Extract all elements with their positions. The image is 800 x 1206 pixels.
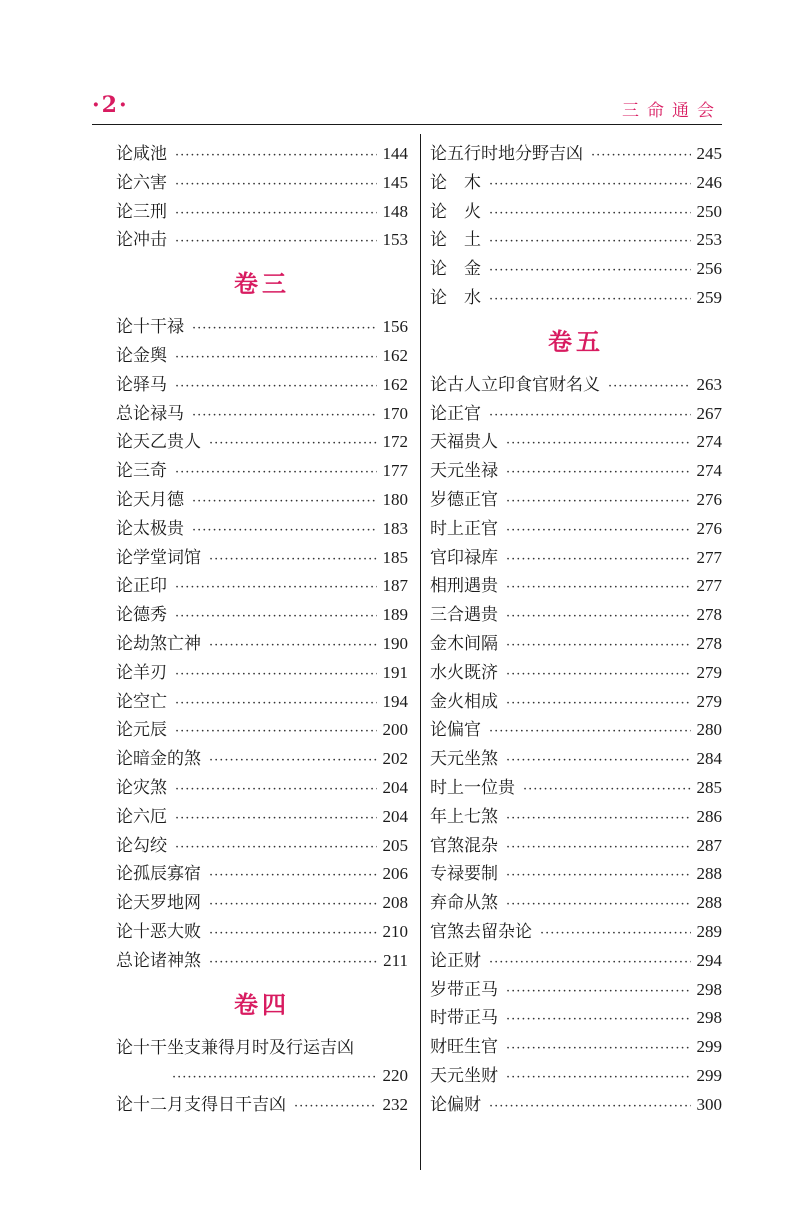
leader-dots — [175, 603, 377, 632]
toc-entry-title: 专禄要制 — [430, 864, 498, 885]
toc-entry[interactable] — [430, 976, 722, 1005]
toc-entry[interactable] — [430, 1091, 722, 1120]
leader-dots — [192, 517, 377, 546]
toc-entry-title: 论古人立印食官财名义 — [430, 374, 600, 395]
leader-dots — [506, 459, 691, 488]
toc-entry[interactable] — [116, 832, 408, 861]
toc-entry[interactable] — [116, 918, 408, 947]
leader-dots — [175, 805, 377, 834]
toc-entry-title: 论六厄 — [116, 806, 167, 827]
toc-entry-page: 267 — [696, 403, 722, 423]
toc-entry-page: 170 — [382, 403, 408, 423]
leader-dots — [209, 546, 377, 575]
toc-entry-title: 岁带正马 — [430, 979, 498, 1000]
leader-dots — [506, 632, 691, 661]
toc-entry[interactable] — [430, 716, 722, 745]
toc-entry-title: 总论禄马 — [116, 403, 184, 424]
leader-dots — [175, 574, 377, 603]
toc-entry-page: 274 — [696, 461, 722, 481]
toc-entry-title: 时带正马 — [430, 1008, 498, 1029]
toc-entry[interactable] — [116, 198, 408, 227]
toc-entry-page: 204 — [382, 806, 408, 826]
toc-entry-title: 论羊刃 — [116, 662, 167, 683]
toc-entry[interactable] — [116, 860, 408, 889]
toc-entry-page: 250 — [696, 201, 722, 221]
running-head-title: 三命通会 — [622, 101, 722, 121]
toc-entry[interactable] — [430, 515, 722, 544]
toc-entry-page: 189 — [382, 605, 408, 625]
leader-dots — [506, 834, 691, 863]
toc-entry-page: 145 — [382, 172, 408, 192]
toc-entry-page: 246 — [696, 172, 722, 192]
toc-entry-long-continuation[interactable] — [116, 1062, 408, 1091]
leader-dots — [209, 949, 377, 978]
toc-entry-title: 天福贵人 — [430, 432, 498, 453]
toc-entry[interactable] — [116, 659, 408, 688]
toc-entry-page: 288 — [696, 893, 722, 913]
toc-entry-page: 277 — [696, 547, 722, 567]
toc-entry-page: 253 — [696, 230, 722, 250]
toc-entry[interactable] — [116, 544, 408, 573]
section-heading-juan-4: 卷四 — [234, 989, 290, 1019]
toc-entry-title: 论十干坐支兼得月时及行运吉凶 — [116, 1037, 354, 1058]
toc-entry[interactable] — [116, 140, 408, 169]
toc-entry-page: 278 — [696, 605, 722, 625]
toc-entry-page: 276 — [696, 518, 722, 538]
toc-entry[interactable] — [430, 918, 722, 947]
leader-dots — [591, 142, 691, 171]
toc-entry-title: 三合遇贵 — [430, 605, 498, 626]
toc-entry-title: 论元辰 — [116, 720, 167, 741]
toc-entry-page: 148 — [382, 201, 408, 221]
toc-entry-page: 298 — [696, 979, 722, 999]
leader-dots — [608, 373, 691, 402]
toc-entry[interactable] — [430, 226, 722, 255]
toc-entry[interactable] — [116, 371, 408, 400]
toc-entry[interactable] — [430, 889, 722, 918]
toc-entry-title: 论 土 — [430, 230, 481, 251]
toc-entry-page: 185 — [382, 547, 408, 567]
toc-entry[interactable] — [430, 457, 722, 486]
toc-entry-title: 论天乙贵人 — [116, 432, 201, 453]
toc-entry[interactable] — [430, 832, 722, 861]
toc-entry-page: 286 — [696, 806, 722, 826]
toc-entry[interactable] — [430, 255, 722, 284]
toc-entry-title: 论太极贵 — [116, 518, 184, 539]
toc-entry-title: 论五行时地分野吉凶 — [430, 144, 583, 164]
toc-entry-page: 232 — [382, 1095, 408, 1115]
toc-entry[interactable] — [430, 198, 722, 227]
toc-entry-page: 144 — [382, 144, 408, 163]
leader-dots — [523, 776, 691, 805]
leader-dots — [489, 200, 691, 229]
toc-entry[interactable] — [430, 1004, 722, 1033]
toc-entry[interactable] — [116, 428, 408, 457]
toc-entry[interactable] — [116, 400, 408, 429]
toc-entry-title: 时上一位贵 — [430, 777, 515, 798]
toc-entry-page: 274 — [696, 432, 722, 452]
leader-dots — [209, 891, 377, 920]
section-heading-juan-3: 卷三 — [234, 269, 290, 299]
toc-entry[interactable] — [116, 774, 408, 803]
toc-entry-page: 162 — [382, 345, 408, 365]
toc-entry-title: 论劫煞亡神 — [116, 633, 201, 654]
toc-entry-page: 284 — [696, 749, 722, 769]
toc-entry[interactable] — [430, 1033, 722, 1062]
toc-entry[interactable] — [430, 169, 722, 198]
toc-entry-title: 天元坐煞 — [430, 749, 498, 770]
toc-entry[interactable] — [430, 400, 722, 429]
toc-left-column — [116, 140, 408, 1120]
leader-dots — [175, 718, 377, 747]
toc-entry[interactable] — [116, 1091, 408, 1120]
toc-entry[interactable] — [116, 601, 408, 630]
toc-entry-page: 210 — [382, 921, 408, 941]
toc-entry[interactable] — [430, 947, 722, 976]
leader-dots — [506, 430, 691, 459]
toc-entry-title: 官印禄库 — [430, 547, 498, 568]
toc-entry-page: 294 — [696, 950, 722, 970]
toc-entry-title: 论正官 — [430, 403, 481, 424]
toc-entry-title: 相刑遇贵 — [430, 576, 498, 597]
toc-entry[interactable] — [116, 342, 408, 371]
leader-dots — [192, 402, 377, 431]
toc-entry-page: 162 — [382, 374, 408, 394]
toc-group — [430, 371, 722, 1120]
leader-dots — [175, 200, 377, 229]
toc-entry[interactable] — [116, 313, 408, 342]
toc-entry-title: 论天罗地网 — [116, 893, 201, 914]
toc-entry-title: 论 火 — [430, 201, 481, 222]
toc-entry-page: 280 — [696, 720, 722, 740]
toc-entry-title: 论灾煞 — [116, 777, 167, 798]
toc-entry-title: 论咸池 — [116, 144, 167, 164]
section-heading-juan-5: 卷五 — [548, 326, 604, 356]
toc-entry-title: 官煞混杂 — [430, 835, 498, 856]
toc-entry-title: 岁德正官 — [430, 489, 498, 510]
toc-entry-page: 220 — [382, 1066, 408, 1086]
toc-entry-page: 288 — [696, 864, 722, 884]
toc-entry-page: 177 — [382, 461, 408, 481]
leader-dots — [192, 488, 377, 517]
leader-dots — [175, 834, 377, 863]
toc-entry-title: 水火既济 — [430, 662, 498, 683]
toc-entry-page: 263 — [696, 374, 722, 394]
leader-dots — [489, 949, 691, 978]
toc-entry-page: 208 — [382, 893, 408, 913]
toc-entry-page: 191 — [382, 662, 408, 682]
toc-entry[interactable] — [430, 745, 722, 774]
toc-entry-long[interactable] — [116, 1034, 408, 1063]
toc-entry[interactable] — [430, 544, 722, 573]
leader-dots — [506, 488, 691, 517]
leader-dots — [209, 632, 377, 661]
toc-entry-title: 年上七煞 — [430, 806, 498, 827]
toc-entry-title: 论冲击 — [116, 230, 167, 251]
leader-dots — [489, 228, 691, 257]
toc-entry-page: 156 — [382, 317, 408, 337]
toc-entry-page: 172 — [382, 432, 408, 452]
toc-entry-page: 276 — [696, 489, 722, 509]
toc-entry[interactable] — [116, 572, 408, 601]
leader-dots — [192, 315, 377, 344]
toc-entry-title: 论勾绞 — [116, 835, 167, 856]
toc-entry[interactable] — [430, 1062, 722, 1091]
leader-dots — [506, 805, 691, 834]
toc-entry-page: 259 — [696, 287, 722, 307]
leader-dots — [506, 603, 691, 632]
toc-entry-title: 弃命从煞 — [430, 893, 498, 914]
leader-dots — [175, 776, 377, 805]
toc-entry-page: 204 — [382, 777, 408, 797]
leader-dots — [175, 690, 377, 719]
toc-entry-title: 论正印 — [116, 576, 167, 597]
toc-entry-page: 278 — [696, 633, 722, 653]
toc-entry-title: 论十二月支得日干吉凶 — [116, 1095, 286, 1116]
toc-entry[interactable] — [430, 860, 722, 889]
toc-entry[interactable] — [430, 428, 722, 457]
toc-entry-page: 183 — [382, 518, 408, 538]
toc-group — [430, 140, 722, 313]
toc-entry-page: 300 — [696, 1094, 722, 1114]
leader-dots — [175, 373, 377, 402]
toc-entry-page: 211 — [383, 950, 408, 970]
toc-entry[interactable] — [116, 716, 408, 745]
toc-entry-title: 时上正官 — [430, 518, 498, 539]
leader-dots — [506, 891, 691, 920]
toc-entry-title: 论 木 — [430, 172, 481, 193]
toc-entry-title: 金火相成 — [430, 691, 498, 712]
leader-dots — [175, 661, 377, 690]
leader-dots — [175, 344, 377, 373]
leader-dots — [175, 228, 377, 257]
toc-entry-page: 187 — [382, 576, 408, 596]
toc-entry-title: 论正财 — [430, 950, 481, 971]
toc-entry-title: 论天月德 — [116, 489, 184, 510]
toc-entry[interactable] — [430, 140, 722, 169]
leader-dots — [489, 402, 691, 431]
toc-entry-page: 299 — [696, 1065, 722, 1085]
toc-group — [116, 140, 408, 255]
toc-entry[interactable] — [116, 947, 408, 976]
toc-entry-title: 论 水 — [430, 287, 481, 308]
toc-entry-page: 277 — [696, 576, 722, 596]
toc-entry[interactable] — [116, 889, 408, 918]
toc-entry-page: 153 — [382, 230, 408, 250]
leader-dots — [489, 171, 691, 200]
toc-entry-page: 202 — [382, 749, 408, 769]
toc-right-column — [430, 140, 722, 1120]
toc-entry[interactable] — [116, 630, 408, 659]
leader-dots — [506, 978, 691, 1007]
leader-dots — [506, 747, 691, 776]
toc-entry-page: 287 — [696, 835, 722, 855]
toc-entry-title: 论金舆 — [116, 345, 167, 366]
toc-entry[interactable] — [430, 284, 722, 313]
leader-dots — [506, 574, 691, 603]
leader-dots — [506, 862, 691, 891]
toc-entry-page: 180 — [382, 489, 408, 509]
toc-entry-title: 论暗金的煞 — [116, 749, 201, 770]
toc-entry-title: 论十干禄 — [116, 317, 184, 338]
column-divider — [420, 134, 421, 1170]
page-number: ·2· — [92, 92, 129, 118]
toc-entry-title: 财旺生官 — [430, 1037, 498, 1058]
toc-entry[interactable] — [430, 774, 722, 803]
toc-entry-title: 论孤辰寡宿 — [116, 864, 201, 885]
leader-dots — [506, 546, 691, 575]
toc-entry-title: 天元坐禄 — [430, 461, 498, 482]
toc-entry[interactable] — [430, 601, 722, 630]
header-rule — [92, 124, 722, 125]
toc-entry-title: 论学堂词馆 — [116, 547, 201, 568]
leader-dots — [209, 430, 377, 459]
toc-entry[interactable] — [430, 688, 722, 717]
toc-entry[interactable] — [430, 803, 722, 832]
leader-dots — [506, 1006, 691, 1035]
toc-entry-page: 245 — [696, 144, 722, 163]
toc-entry-title: 论偏官 — [430, 720, 481, 741]
toc-entry-title: 天元坐财 — [430, 1065, 498, 1086]
toc-entry[interactable] — [430, 486, 722, 515]
toc-entry-page: 205 — [382, 835, 408, 855]
toc-entry-title: 论三刑 — [116, 201, 167, 222]
leader-dots — [489, 718, 691, 747]
leader-dots — [175, 459, 377, 488]
leader-dots — [506, 1035, 691, 1064]
leader-dots — [540, 920, 691, 949]
toc-entry-page: 299 — [696, 1037, 722, 1057]
leader-dots — [506, 1064, 691, 1093]
toc-entry[interactable] — [430, 630, 722, 659]
toc-entry-page: 206 — [382, 864, 408, 884]
leader-dots — [175, 171, 377, 200]
toc-entry[interactable] — [116, 457, 408, 486]
leader-dots — [172, 1064, 377, 1093]
toc-entry[interactable] — [430, 659, 722, 688]
leader-dots — [506, 517, 691, 546]
toc-entry[interactable] — [116, 515, 408, 544]
toc-entry-title: 论驿马 — [116, 374, 167, 395]
toc-entry-title: 论三奇 — [116, 461, 167, 482]
toc-entry-page: 194 — [382, 691, 408, 711]
leader-dots — [489, 1093, 691, 1122]
leader-dots — [209, 862, 377, 891]
toc-entry[interactable] — [116, 745, 408, 774]
toc-entry[interactable] — [430, 371, 722, 400]
leader-dots — [294, 1093, 377, 1122]
toc-group — [116, 313, 408, 975]
toc-entry[interactable] — [430, 572, 722, 601]
toc-entry-title: 论十恶大败 — [116, 921, 201, 942]
leader-dots — [489, 286, 691, 315]
toc-entry-title: 论德秀 — [116, 605, 167, 626]
toc-entry[interactable] — [116, 688, 408, 717]
toc-entry[interactable] — [116, 226, 408, 255]
toc-entry[interactable] — [116, 486, 408, 515]
toc-entry-page: 279 — [696, 662, 722, 682]
toc-entry-page: 298 — [696, 1008, 722, 1028]
toc-entry-page: 279 — [696, 691, 722, 711]
toc-entry-title: 论空亡 — [116, 691, 167, 712]
toc-entry-page: 256 — [696, 259, 722, 279]
toc-entry-page: 285 — [696, 777, 722, 797]
toc-entry-title: 金木间隔 — [430, 633, 498, 654]
toc-entry[interactable] — [116, 169, 408, 198]
toc-entry-title: 论六害 — [116, 172, 167, 193]
leader-dots — [506, 661, 691, 690]
toc-entry-page: 289 — [696, 921, 722, 941]
toc-entry-page: 190 — [382, 633, 408, 653]
leader-dots — [175, 142, 377, 171]
leader-dots — [506, 690, 691, 719]
toc-entry-title: 论 金 — [430, 259, 481, 280]
toc-entry-title: 总论诸神煞 — [116, 950, 201, 971]
leader-dots — [209, 747, 377, 776]
leader-dots — [489, 257, 691, 286]
toc-entry-title: 论偏财 — [430, 1094, 481, 1115]
toc-entry-title: 官煞去留杂论 — [430, 921, 532, 942]
toc-entry[interactable] — [116, 803, 408, 832]
toc-entry-page: 200 — [382, 720, 408, 740]
leader-dots — [209, 920, 377, 949]
